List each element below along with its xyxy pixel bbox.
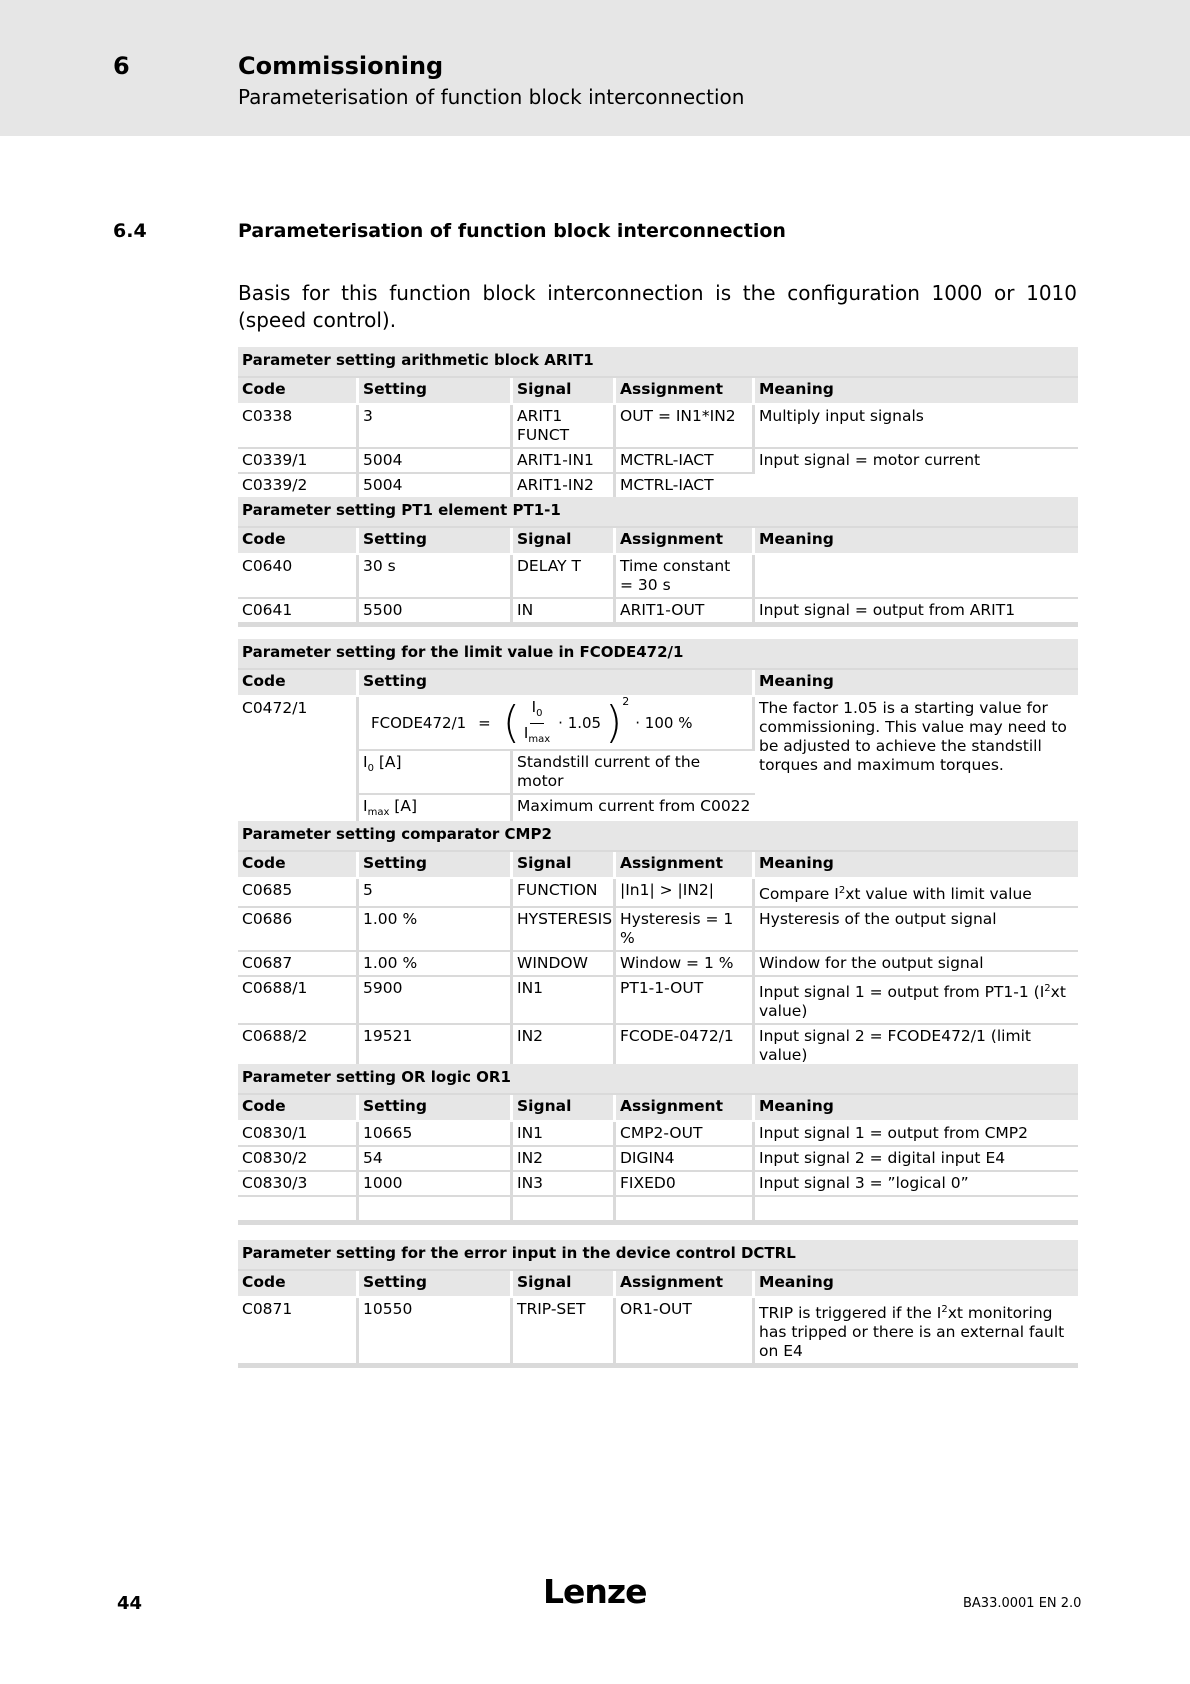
cell-code: C0830/1 bbox=[238, 1122, 359, 1147]
col-assignment: Assignment bbox=[616, 852, 755, 879]
formula-exponent: 2 bbox=[622, 694, 630, 708]
cell-signal: WINDOW bbox=[513, 952, 616, 977]
cell-assignment: FCODE-0472/1 bbox=[616, 1025, 755, 1069]
formula bbox=[363, 694, 748, 748]
col-meaning: Meaning bbox=[755, 1271, 1078, 1298]
col-setting: Setting bbox=[359, 378, 513, 405]
cell-code: C0688/2 bbox=[238, 1025, 359, 1069]
cell-code: C0871 bbox=[238, 1298, 359, 1365]
table-row bbox=[238, 977, 1078, 1025]
chapter-subtitle: Parameterisation of function block interconnection bbox=[238, 85, 745, 109]
lenze-logo: Lenze bbox=[543, 1572, 647, 1611]
cell-assignment: CMP2-OUT bbox=[616, 1122, 755, 1147]
cell-signal: IN2 bbox=[513, 1147, 616, 1172]
cell-assignment: Time constant = 30 s bbox=[616, 555, 755, 599]
cell-signal: FUNCTION bbox=[513, 879, 616, 908]
col-setting: Setting bbox=[359, 852, 513, 879]
section-intro: Basis for this function block interconnection is the configuration 1000 or 1010 (speed control). bbox=[238, 281, 1077, 332]
cell-assignment: Hysteresis = 1 % bbox=[616, 908, 755, 952]
cell-code: C0688/1 bbox=[238, 977, 359, 1025]
cell-setting: 5900 bbox=[359, 977, 513, 1025]
table-row bbox=[238, 1172, 1078, 1197]
col-code: Code bbox=[238, 528, 359, 555]
cell-setting: 54 bbox=[359, 1147, 513, 1172]
chapter-number: 6 bbox=[113, 52, 130, 80]
cell-meaning: Input signal = output from ARIT1 bbox=[755, 599, 1078, 624]
col-setting: Setting bbox=[359, 1095, 513, 1122]
cell-assignment: |In1| > |IN2| bbox=[616, 879, 755, 908]
col-code: Code bbox=[238, 1271, 359, 1298]
cell-assignment: PT1-1-OUT bbox=[616, 977, 755, 1025]
col-assignment: Assignment bbox=[616, 1271, 755, 1298]
cell-meaning: TRIP is triggered if the $I^2xt$ monitoring has tripped or there is an external fault on E4 bbox=[755, 1298, 1078, 1365]
cell-setting: 1000 bbox=[359, 1172, 513, 1197]
formula-lhs: FCODE472/1 bbox=[371, 713, 467, 732]
cell-meaning: Hysteresis of the output signal bbox=[755, 908, 1078, 952]
cell-setting: 5 bbox=[359, 879, 513, 908]
paren-open: ( bbox=[502, 697, 520, 748]
cell-signal: IN bbox=[513, 599, 616, 624]
i0-label: $I_0$ [A] bbox=[359, 751, 513, 795]
document-id: BA33.0001 EN 2.0 bbox=[963, 1596, 1082, 1611]
cell-code: C0338 bbox=[238, 405, 359, 449]
table-row bbox=[238, 555, 1078, 599]
col-assignment: Assignment bbox=[616, 1095, 755, 1122]
table-title: Parameter setting for the limit value in FCODE472/1 bbox=[238, 639, 1078, 670]
cell-code: C0687 bbox=[238, 952, 359, 977]
cell-assignment: OUT = IN1*IN2 bbox=[616, 405, 755, 449]
chapter-title: Commissioning bbox=[238, 52, 444, 80]
col-signal: Signal bbox=[513, 528, 616, 555]
col-setting: Setting bbox=[359, 1271, 513, 1298]
section-title: Parameterisation of function block interconnection bbox=[238, 220, 786, 242]
cell-meaning: Input signal 1 = output from PT1-1 ($I^2xt$ value) bbox=[755, 977, 1078, 1025]
cell-setting: 10550 bbox=[359, 1298, 513, 1365]
cell-meaning: Input signal 1 = output from CMP2 bbox=[755, 1122, 1078, 1147]
cell-assignment: OR1-OUT bbox=[616, 1298, 755, 1365]
cell-meaning: Input signal 2 = FCODE472/1 (limit value) bbox=[755, 1025, 1078, 1069]
cell-code: C0830/2 bbox=[238, 1147, 359, 1172]
imax-desc: Maximum current from C0022 bbox=[513, 795, 755, 826]
cell-setting: 5004 bbox=[359, 474, 513, 499]
table-row bbox=[238, 1147, 1078, 1172]
fraction-denominator: $I_{max}$ bbox=[523, 723, 551, 745]
cell-meaning: Input signal = motor current bbox=[755, 449, 1078, 499]
table-row bbox=[238, 952, 1078, 977]
table-row bbox=[238, 1122, 1078, 1147]
cell-code: C0641 bbox=[238, 599, 359, 624]
cell-meaning: The factor 1.05 is a starting value for commissioning. This value may need to be adjusted to achieve the standstill torques and maximum torques. bbox=[755, 697, 1078, 826]
cell-code: C0472/1 bbox=[238, 697, 359, 826]
col-assignment: Assignment bbox=[616, 528, 755, 555]
cell-setting: 10665 bbox=[359, 1122, 513, 1147]
cell-meaning: Compare $I^2xt$ value with limit value bbox=[755, 879, 1078, 908]
table-pt1 bbox=[238, 497, 1078, 627]
cell-assignment: FIXED0 bbox=[616, 1172, 755, 1197]
table-row bbox=[238, 599, 1078, 624]
cell-code: C0685 bbox=[238, 879, 359, 908]
section-number: 6.4 bbox=[113, 220, 147, 242]
table-dctrl bbox=[238, 1240, 1078, 1368]
col-setting: Setting bbox=[359, 670, 755, 697]
col-signal: Signal bbox=[513, 378, 616, 405]
col-signal: Signal bbox=[513, 1271, 616, 1298]
fraction-numerator: $I_0$ bbox=[530, 698, 545, 724]
col-meaning: Meaning bbox=[755, 670, 1078, 697]
col-meaning: Meaning bbox=[755, 852, 1078, 879]
cell-signal: HYSTERESIS bbox=[513, 908, 616, 952]
formula-factor: · 1.05 bbox=[558, 713, 602, 732]
table-row bbox=[238, 908, 1078, 952]
cell-assignment: MCTRL-IACT bbox=[616, 449, 755, 474]
col-code: Code bbox=[238, 670, 359, 697]
col-meaning: Meaning bbox=[755, 378, 1078, 405]
cell-meaning: Input signal 2 = digital input E4 bbox=[755, 1147, 1078, 1172]
cell-setting: 3 bbox=[359, 405, 513, 449]
cell-setting: 5004 bbox=[359, 449, 513, 474]
cell-meaning: Multiply input signals bbox=[755, 405, 1078, 449]
cell-signal: IN3 bbox=[513, 1172, 616, 1197]
table-row bbox=[238, 449, 1078, 474]
page-number: 44 bbox=[117, 1593, 143, 1614]
table-cmp2 bbox=[238, 821, 1078, 1072]
cell-assignment: ARIT1-OUT bbox=[616, 599, 755, 624]
cell-signal: IN1 bbox=[513, 1122, 616, 1147]
chapter-header bbox=[0, 0, 1190, 136]
cell-setting: 5500 bbox=[359, 599, 513, 624]
paren-close: ) bbox=[605, 697, 623, 748]
cell-signal: IN2 bbox=[513, 1025, 616, 1069]
col-signal: Signal bbox=[513, 852, 616, 879]
cell-assignment: DIGIN4 bbox=[616, 1147, 755, 1172]
cell-code: C0686 bbox=[238, 908, 359, 952]
formula-rest: · 100 % bbox=[635, 713, 693, 732]
table-title: Parameter setting comparator CMP2 bbox=[238, 821, 1078, 852]
col-setting: Setting bbox=[359, 528, 513, 555]
cell-signal: ARIT1-IN2 bbox=[513, 474, 616, 499]
formula-equals: = bbox=[478, 713, 491, 732]
col-code: Code bbox=[238, 1095, 359, 1122]
cell-signal: IN1 bbox=[513, 977, 616, 1025]
cell-signal: TRIP-SET bbox=[513, 1298, 616, 1365]
col-assignment: Assignment bbox=[616, 378, 755, 405]
table-fcode bbox=[238, 639, 1078, 829]
cell-assignment: MCTRL-IACT bbox=[616, 474, 755, 499]
table-or1 bbox=[238, 1064, 1078, 1225]
cell-signal: DELAY T bbox=[513, 555, 616, 599]
cell-meaning bbox=[755, 555, 1078, 599]
cell-setting: 19521 bbox=[359, 1025, 513, 1069]
table-title: Parameter setting OR logic OR1 bbox=[238, 1064, 1078, 1095]
imax-label: $I_{max}$ [A] bbox=[359, 795, 513, 826]
cell-meaning: Input signal 3 = ”logical 0” bbox=[755, 1172, 1078, 1197]
table-arit1 bbox=[238, 347, 1078, 502]
table-row bbox=[238, 879, 1078, 908]
table-title: Parameter setting for the error input in the device control DCTRL bbox=[238, 1240, 1078, 1271]
table-row bbox=[238, 1298, 1078, 1365]
cell-setting: 1.00 % bbox=[359, 908, 513, 952]
table-row bbox=[238, 405, 1078, 449]
cell-signal: ARIT1 FUNCT bbox=[513, 405, 616, 449]
cell-setting: 1.00 % bbox=[359, 952, 513, 977]
i0-desc: Standstill current of the motor bbox=[513, 751, 755, 795]
cell-code: C0830/3 bbox=[238, 1172, 359, 1197]
cell-signal: ARIT1-IN1 bbox=[513, 449, 616, 474]
cell-setting: 30 s bbox=[359, 555, 513, 599]
col-code: Code bbox=[238, 852, 359, 879]
cell-code: C0339/2 bbox=[238, 474, 359, 499]
table-title: Parameter setting PT1 element PT1-1 bbox=[238, 497, 1078, 528]
col-code: Code bbox=[238, 378, 359, 405]
cell-code: C0339/1 bbox=[238, 449, 359, 474]
formula-cell bbox=[359, 694, 755, 751]
cell-code: C0640 bbox=[238, 555, 359, 599]
table-row bbox=[238, 1025, 1078, 1069]
fraction bbox=[524, 698, 550, 749]
table-row bbox=[238, 697, 1078, 751]
cell-meaning: Window for the output signal bbox=[755, 952, 1078, 977]
col-signal: Signal bbox=[513, 1095, 616, 1122]
col-meaning: Meaning bbox=[755, 1095, 1078, 1122]
table-title: Parameter setting arithmetic block ARIT1 bbox=[238, 347, 1078, 378]
col-meaning: Meaning bbox=[755, 528, 1078, 555]
cell-assignment: Window = 1 % bbox=[616, 952, 755, 977]
table-row-empty bbox=[238, 1197, 1078, 1222]
